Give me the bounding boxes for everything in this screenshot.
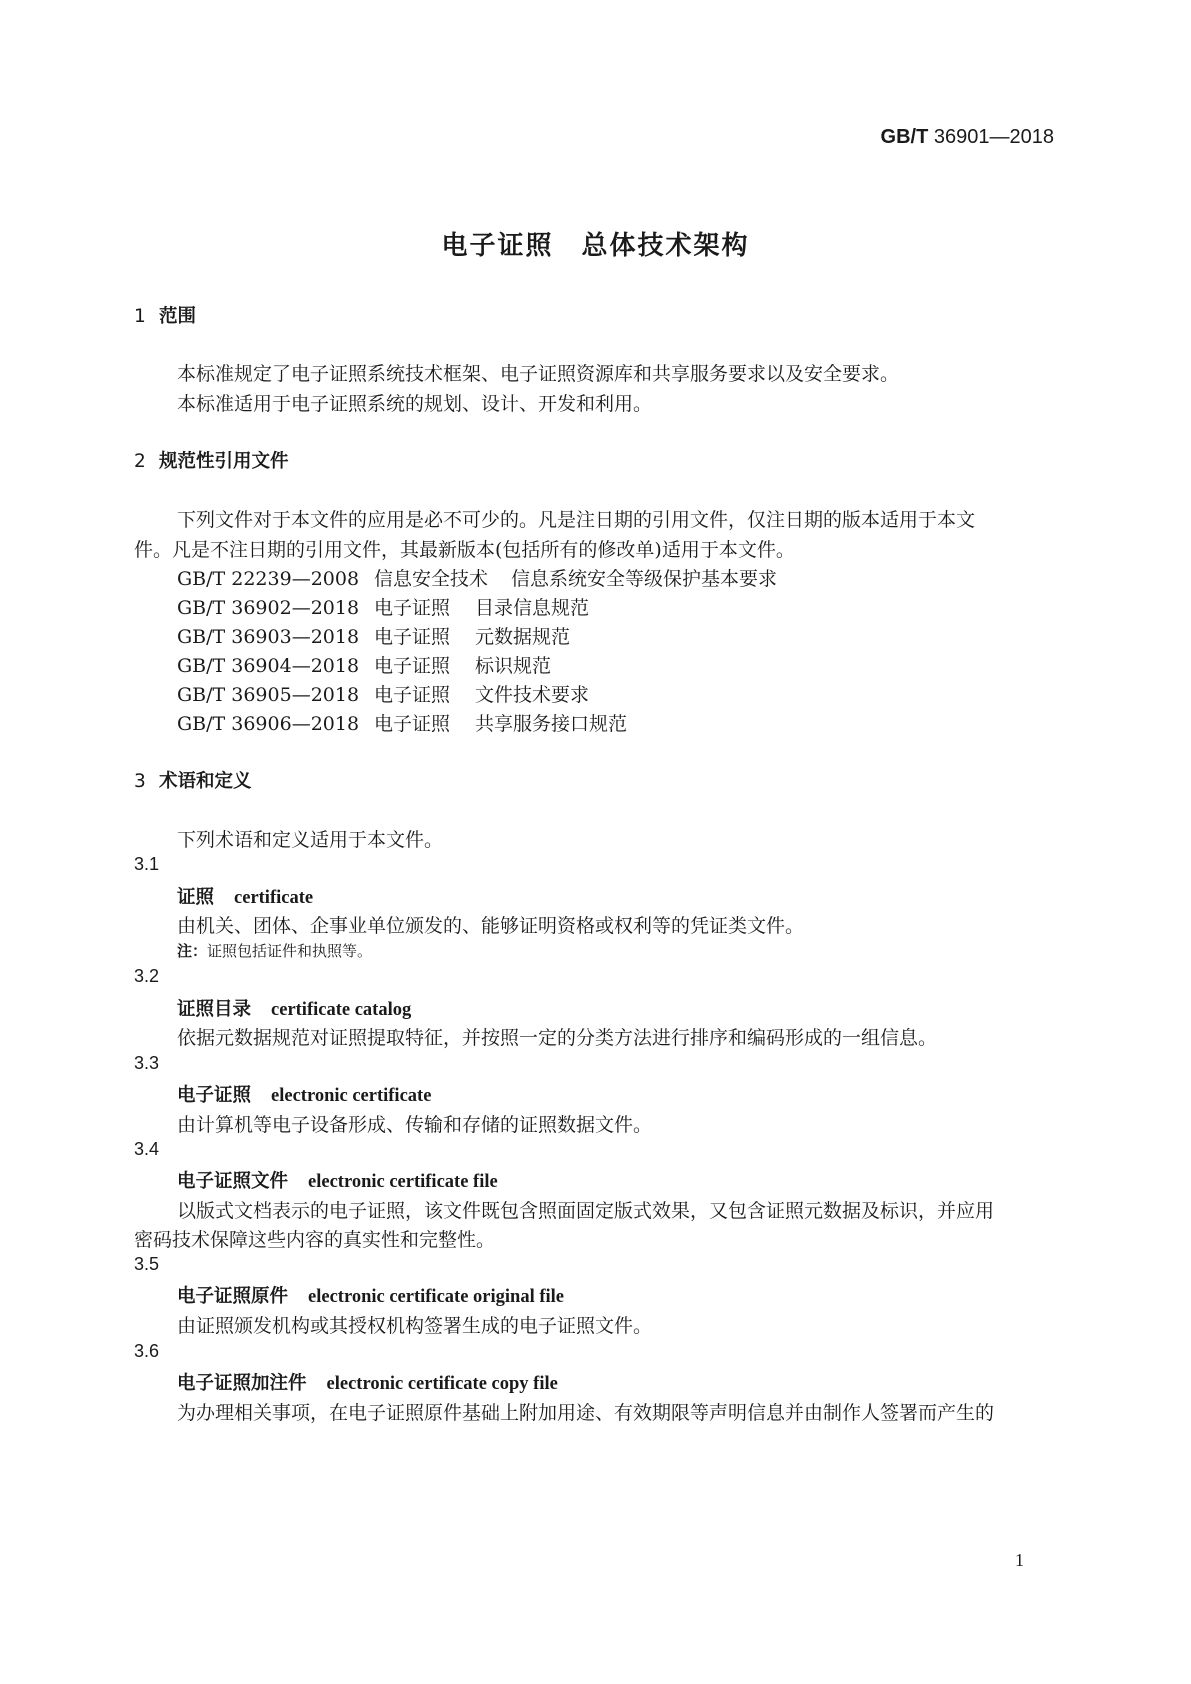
reference-code: GB/T 36906—2018 xyxy=(177,713,360,735)
reference-title-part: 电子证照 xyxy=(374,597,451,619)
term-definition: 由计算机等电子设备形成、传输和存储的证照数据文件。 xyxy=(177,1114,653,1136)
note-label: 注： xyxy=(177,942,208,960)
document-title: 电子证照 总体技术架构 xyxy=(441,231,750,261)
reference-code: GB/T 36904—2018 xyxy=(177,655,360,677)
term-en: electronic certificate file xyxy=(308,1172,498,1192)
reference-title-part: 元数据规范 xyxy=(475,626,571,648)
reference-code: GB/T 36903—2018 xyxy=(177,626,360,648)
note-text: 证照包括证件和执照等。 xyxy=(207,942,373,960)
reference-title-part: 目录信息规范 xyxy=(475,597,590,619)
reference-title-part: 信息系统安全等级保护基本要求 xyxy=(511,568,778,590)
paragraph: 件。凡是不注日期的引用文件，其最新版本(包括所有的修改单)适用于本文件。 xyxy=(134,539,795,561)
section-number: 3 xyxy=(134,771,146,792)
clause-number: 3.6 xyxy=(134,1341,160,1361)
reference-item xyxy=(177,651,551,678)
paragraph: 本标准适用于电子证照系统的规划、设计、开发和利用。 xyxy=(177,393,653,415)
clause-number: 3.4 xyxy=(134,1139,160,1159)
term-entry xyxy=(177,1369,558,1395)
standard-code xyxy=(881,126,1054,149)
term-entry xyxy=(177,1167,498,1193)
term-entry xyxy=(177,883,313,909)
standard-code-prefix: GB/T xyxy=(880,126,929,148)
reference-item xyxy=(177,593,589,620)
reference-title-part: 文件技术要求 xyxy=(475,684,590,706)
term-entry xyxy=(177,1282,564,1308)
section-number: 1 xyxy=(134,306,146,327)
term-definition: 由机关、团体、企事业单位颁发的、能够证明资格或权利等的凭证类文件。 xyxy=(177,915,805,937)
reference-item xyxy=(177,709,627,736)
paragraph: 下列术语和定义适用于本文件。 xyxy=(177,829,444,851)
section-heading-normative-references xyxy=(134,447,289,473)
term-zh: 证照目录 xyxy=(177,999,252,1020)
term-en: electronic certificate copy file xyxy=(326,1374,558,1394)
clause-number: 3.5 xyxy=(134,1254,160,1274)
term-definition: 由证照颁发机构或其授权机构签署生成的电子证照文件。 xyxy=(177,1315,653,1337)
term-zh: 电子证照 xyxy=(177,1085,252,1106)
standard-code-number: 36901—2018 xyxy=(928,126,1054,148)
clause-number: 3.1 xyxy=(134,854,160,874)
term-en: certificate xyxy=(234,888,314,908)
term-en: electronic certificate original file xyxy=(308,1287,564,1307)
reference-title-part: 共享服务接口规范 xyxy=(475,713,628,735)
term-entry xyxy=(177,995,411,1021)
section-title: 术语和定义 xyxy=(159,771,252,792)
clause-number: 3.3 xyxy=(134,1053,160,1073)
term-zh: 证照 xyxy=(177,887,215,908)
term-zh: 电子证照原件 xyxy=(177,1286,289,1307)
note xyxy=(177,940,372,961)
section-heading-terms-definitions xyxy=(134,767,252,793)
section-title: 规范性引用文件 xyxy=(159,451,289,472)
reference-title-part: 电子证照 xyxy=(374,655,451,677)
reference-item xyxy=(177,680,589,707)
term-entry xyxy=(177,1081,431,1107)
term-zh: 电子证照加注件 xyxy=(177,1373,307,1394)
term-definition: 以版式文档表示的电子证照，该文件既包含照面固定版式效果，又包含证照元数据及标识，并应用 xyxy=(177,1200,995,1222)
reference-title-part: 电子证照 xyxy=(374,684,451,706)
section-heading-scope xyxy=(134,302,196,328)
reference-title-part: 信息安全技术 xyxy=(374,568,489,590)
term-definition: 密码技术保障这些内容的真实性和完整性。 xyxy=(134,1229,496,1251)
term-en: certificate catalog xyxy=(271,1000,412,1020)
reference-code: GB/T 36902—2018 xyxy=(177,597,360,619)
reference-item xyxy=(177,622,570,649)
term-en: electronic certificate xyxy=(271,1086,432,1106)
term-zh: 电子证照文件 xyxy=(177,1171,289,1192)
reference-code: GB/T 22239—2008 xyxy=(177,568,360,590)
reference-code: GB/T 36905—2018 xyxy=(177,684,360,706)
reference-title-part: 标识规范 xyxy=(475,655,552,677)
paragraph: 下列文件对于本文件的应用是必不可少的。凡是注日期的引用文件，仅注日期的版本适用于本文 xyxy=(177,509,976,531)
clause-number: 3.2 xyxy=(134,966,160,986)
reference-item xyxy=(177,564,777,591)
reference-title-part: 电子证照 xyxy=(374,713,451,735)
paragraph: 本标准规定了电子证照系统技术框架、电子证照资源库和共享服务要求以及安全要求。 xyxy=(177,363,900,385)
section-title: 范围 xyxy=(159,306,197,327)
page-number: 1 xyxy=(1015,1550,1024,1570)
reference-title-part: 电子证照 xyxy=(374,626,451,648)
term-definition: 为办理相关事项，在电子证照原件基础上附加用途、有效期限等声明信息并由制作人签署而产生的 xyxy=(177,1402,995,1424)
section-number: 2 xyxy=(134,451,146,472)
term-definition: 依据元数据规范对证照提取特征，并按照一定的分类方法进行排序和编码形成的一组信息。 xyxy=(177,1027,938,1049)
